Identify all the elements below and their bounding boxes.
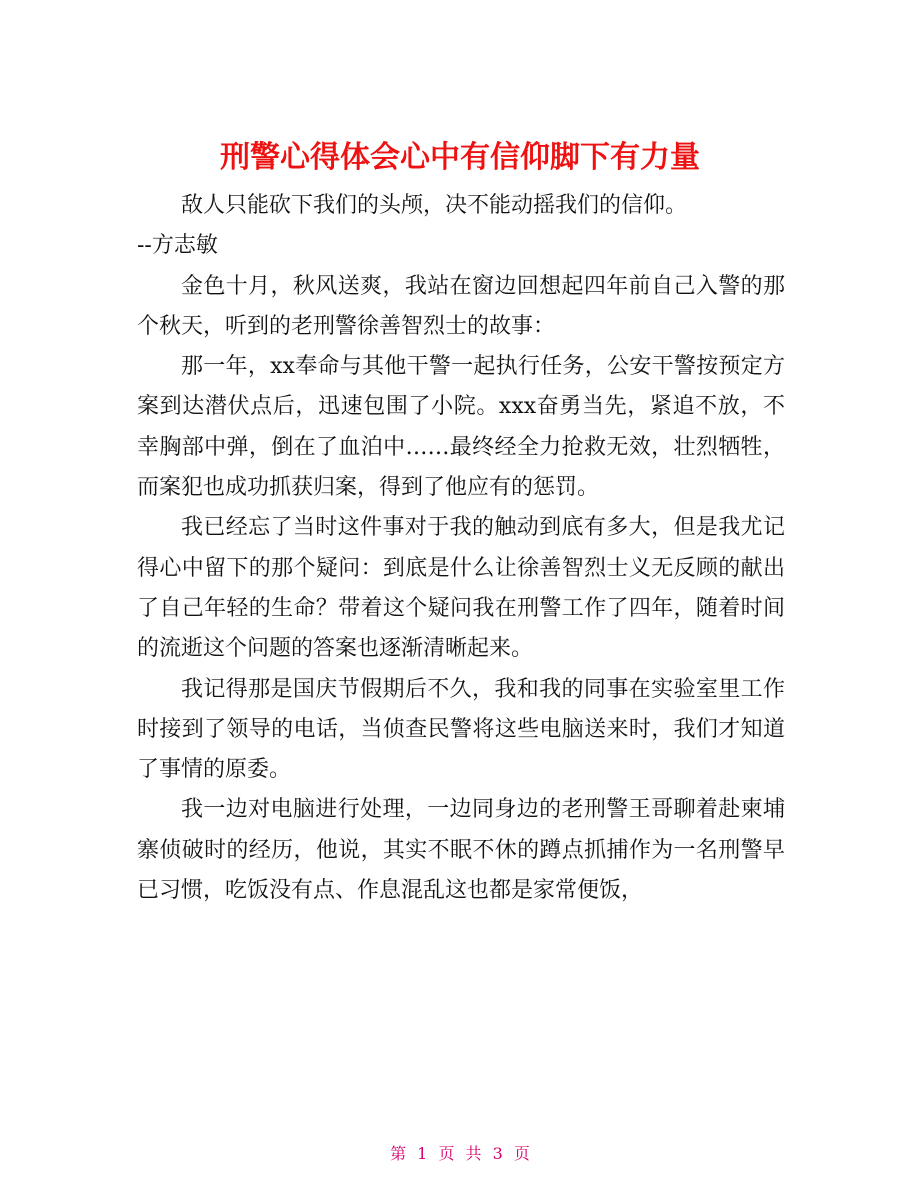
page-number-footer: 第 1 页 共 3 页: [390, 1144, 530, 1163]
paragraph-autumn-recollection: 金色十月，秋风送爽，我站在窗边回想起四年前自己入警的那个秋天，听到的老刑警徐善智烈士的故事：: [137, 273, 785, 339]
paragraph-lingering-question: 我已经忘了当时这件事对于我的触动到底有多大，但是我尤记得心中留下的那个疑问：到底是什么让徐善智烈士义无反顾的献出了自己年轻的生命？带着这个疑问我在刑警工作了四年，随着时间的流逝这个问题的答案也逐渐清晰起来。: [137, 515, 785, 662]
paragraph-attribution: --方志敏: [137, 233, 218, 259]
paragraph-colleague-conversation: 我一边对电脑进行处理，一边同身边的老刑警王哥聊着赴柬埔寨侦破时的经历，他说，其实不眠不休的蹲点抓捕作为一名刑警早已习惯，吃饭没有点、作息混乱这也都是家常便饭，: [137, 797, 785, 904]
paragraph-quote: 敌人只能砍下我们的头颅，决不能动摇我们的信仰。: [181, 193, 688, 218]
page-title: 刑警心得体会心中有信仰脚下有力量: [220, 140, 700, 176]
document-body: [137, 186, 785, 911]
paragraph-national-day-call: 我记得那是国庆节假期后不久，我和我的同事在实验室里工作时接到了领导的电话，当侦查民警将这些电脑送来时，我们才知道了事情的原委。: [137, 676, 785, 783]
paragraph-martyr-story: 那一年，xx奉命与其他干警一起执行任务，公安干警按预定方案到达潜伏点后，迅速包围了小院。xxx奋勇当先，紧追不放，不幸胸部中弹，倒在了血泊中……最终经全力抢救无效，壮烈牺牲，而案犯也成功抓获归案，得到了他应有的惩罚。: [137, 354, 785, 501]
